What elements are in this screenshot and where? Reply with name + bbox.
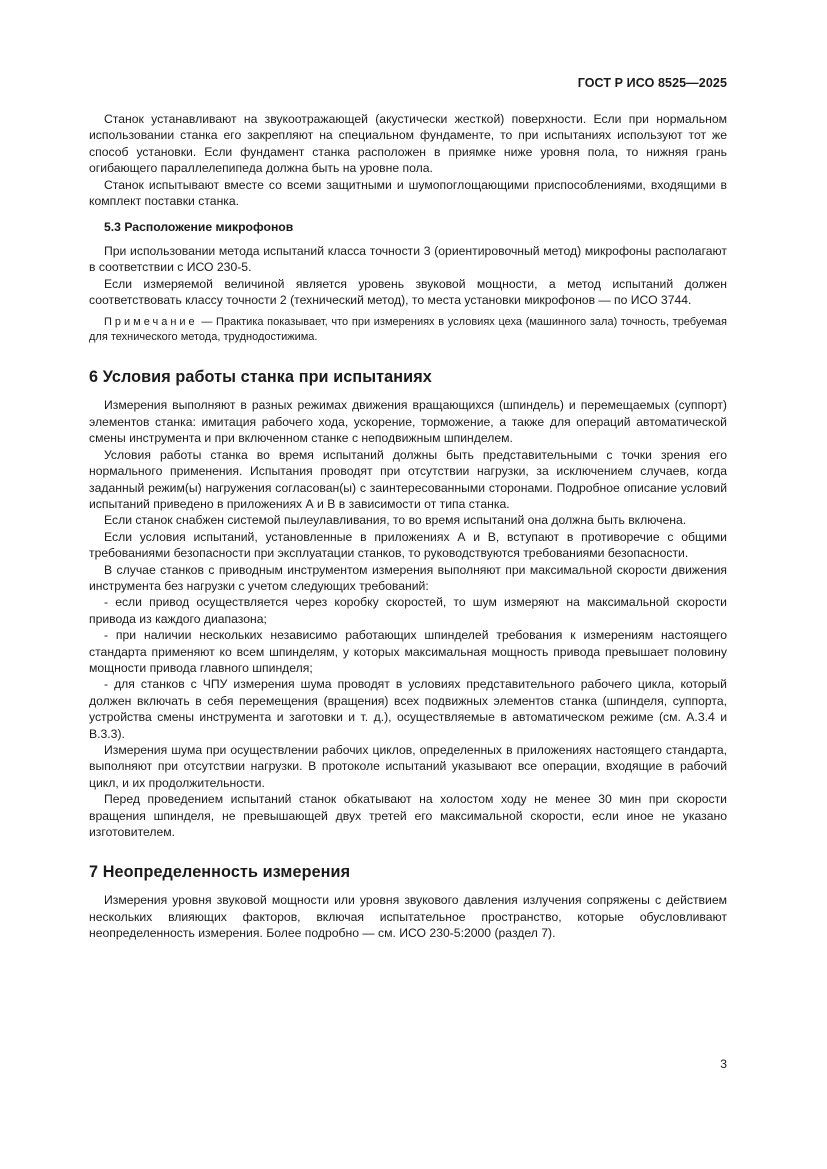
document-body bbox=[89, 111, 727, 942]
document-code: ГОСТ Р ИСО 8525—2025 bbox=[577, 76, 727, 90]
note bbox=[89, 315, 727, 345]
paragraph: Измерения шума при осуществлении рабочих циклов, определенных в приложениях настоящего стандарта, выполняют при отсутствии нагрузки. В протоколе испытаний указывают все операции, входящие в рабочий цикл, и их продолжительности. bbox=[89, 743, 727, 790]
paragraph: Станок устанавливают на звукоотражающей (акустически жесткой) поверхности. Если при нормальном использовании станка его закрепляют на специальном фундаменте, то при испытаниях используют тот же способ установки. Если фундамент станка расположен в приямке ниже уровня пола, то нижняя грань огибающего параллелепипеда должна быть на уровне пола. bbox=[89, 112, 727, 176]
section-heading: 6 Условия работы станка при испытаниях bbox=[89, 368, 432, 387]
list-item: - если привод осуществляется через коробку скоростей, то шум измеряют на максимальной скорости привода из каждого диапазона; bbox=[89, 595, 727, 626]
list-item: - для станков с ЧПУ измерения шума проводят в условиях представительного рабочего цикла, который должен включать в себя перемещения (вращения) всех подвижных элементов станка (шпинделя, суппорта, устройства смены инструмента и заготовки и т. д.), осуществляемые в автоматическом режиме (см. А.3.4 и В.3.3). bbox=[89, 677, 727, 741]
paragraph: Если условия испытаний, установленные в приложениях А и В, вступают в противоречие с общими требованиями безопасности при эксплуатации станков, то руководствуются требованиями безопасности. bbox=[89, 529, 727, 561]
paragraph: Перед проведением испытаний станок обкатывают на холостом ходу не менее 30 мин при скорости вращения шпинделя, не превышающей двух третей его максимальной скорости, если иное не указано изготовителем. bbox=[89, 792, 727, 840]
paragraph: Измерения уровня звуковой мощности или уровня звукового давления излучения сопряжены с действием нескольких влияющих факторов, включая испытательное пространство, которые обусловливают неопределенность измерения. Более подробно — см. ИСО 230-5:2000 (раздел 7). bbox=[89, 893, 727, 941]
note-text: — Практика показывает, что при измерениях в условиях цеха (машинного зала) точность, требуемая для технического метода, труднодостижима. bbox=[89, 316, 727, 344]
paragraph: Измерения выполняют в разных режимах движения вращающихся (шпиндель) и перемещаемых (суппорт) элементов станка: имитация рабочего хода, ускорение, торможение, а также для операций автоматической смены инструмента и при включенном станке с неподвижным шпинделем. bbox=[89, 398, 727, 446]
note-label: Примечание bbox=[104, 316, 198, 329]
subsection-heading: 5.3 Расположение микрофонов bbox=[104, 220, 294, 235]
page-number: 3 bbox=[720, 1057, 727, 1071]
list-item: - при наличии нескольких независимо работающих шпинделей требования к измерениям настоящего стандарта применяют ко всем шпинделям, у которых максимальная мощность привода превышает половину мощности привода главного шпинделя; bbox=[89, 628, 727, 675]
section-heading: 7 Неопределенность измерения bbox=[89, 863, 351, 882]
paragraph: Если станок снабжен системой пылеулавливания, то во время испытаний она должна быть включена. bbox=[104, 513, 687, 528]
paragraph: В случае станков с приводным инструментом измерения выполняют при максимальной скорости движения инструмента без нагрузки с учетом следующих требований: bbox=[89, 562, 727, 593]
paragraph: Если измеряемой величиной является уровень звуковой мощности, а метод испытаний должен соответствовать классу точности 2 (технический метод), то места установки микрофонов — по ИСО 3744. bbox=[89, 276, 727, 308]
paragraph: Условия работы станка во время испытаний должны быть представительными с точки зрения его нормального применения. Испытания проводят при отсутствии нагрузки, за исключением случаев, когда заданный режим(ы) нагружения согласован(ы) с заинтересованными сторонами. Подробное описание условий испытаний приведено в приложениях А и В в зависимости от типа станка. bbox=[89, 447, 727, 511]
paragraph: Станок испытывают вместе со всеми защитными и шумопоглощающими приспособлениями, входящими в комплект поставки станка. bbox=[89, 177, 727, 209]
paragraph: При использовании метода испытаний класса точности 3 (ориентировочный метод) микрофоны располагают в соответствии с ИСО 230-5. bbox=[89, 243, 727, 275]
